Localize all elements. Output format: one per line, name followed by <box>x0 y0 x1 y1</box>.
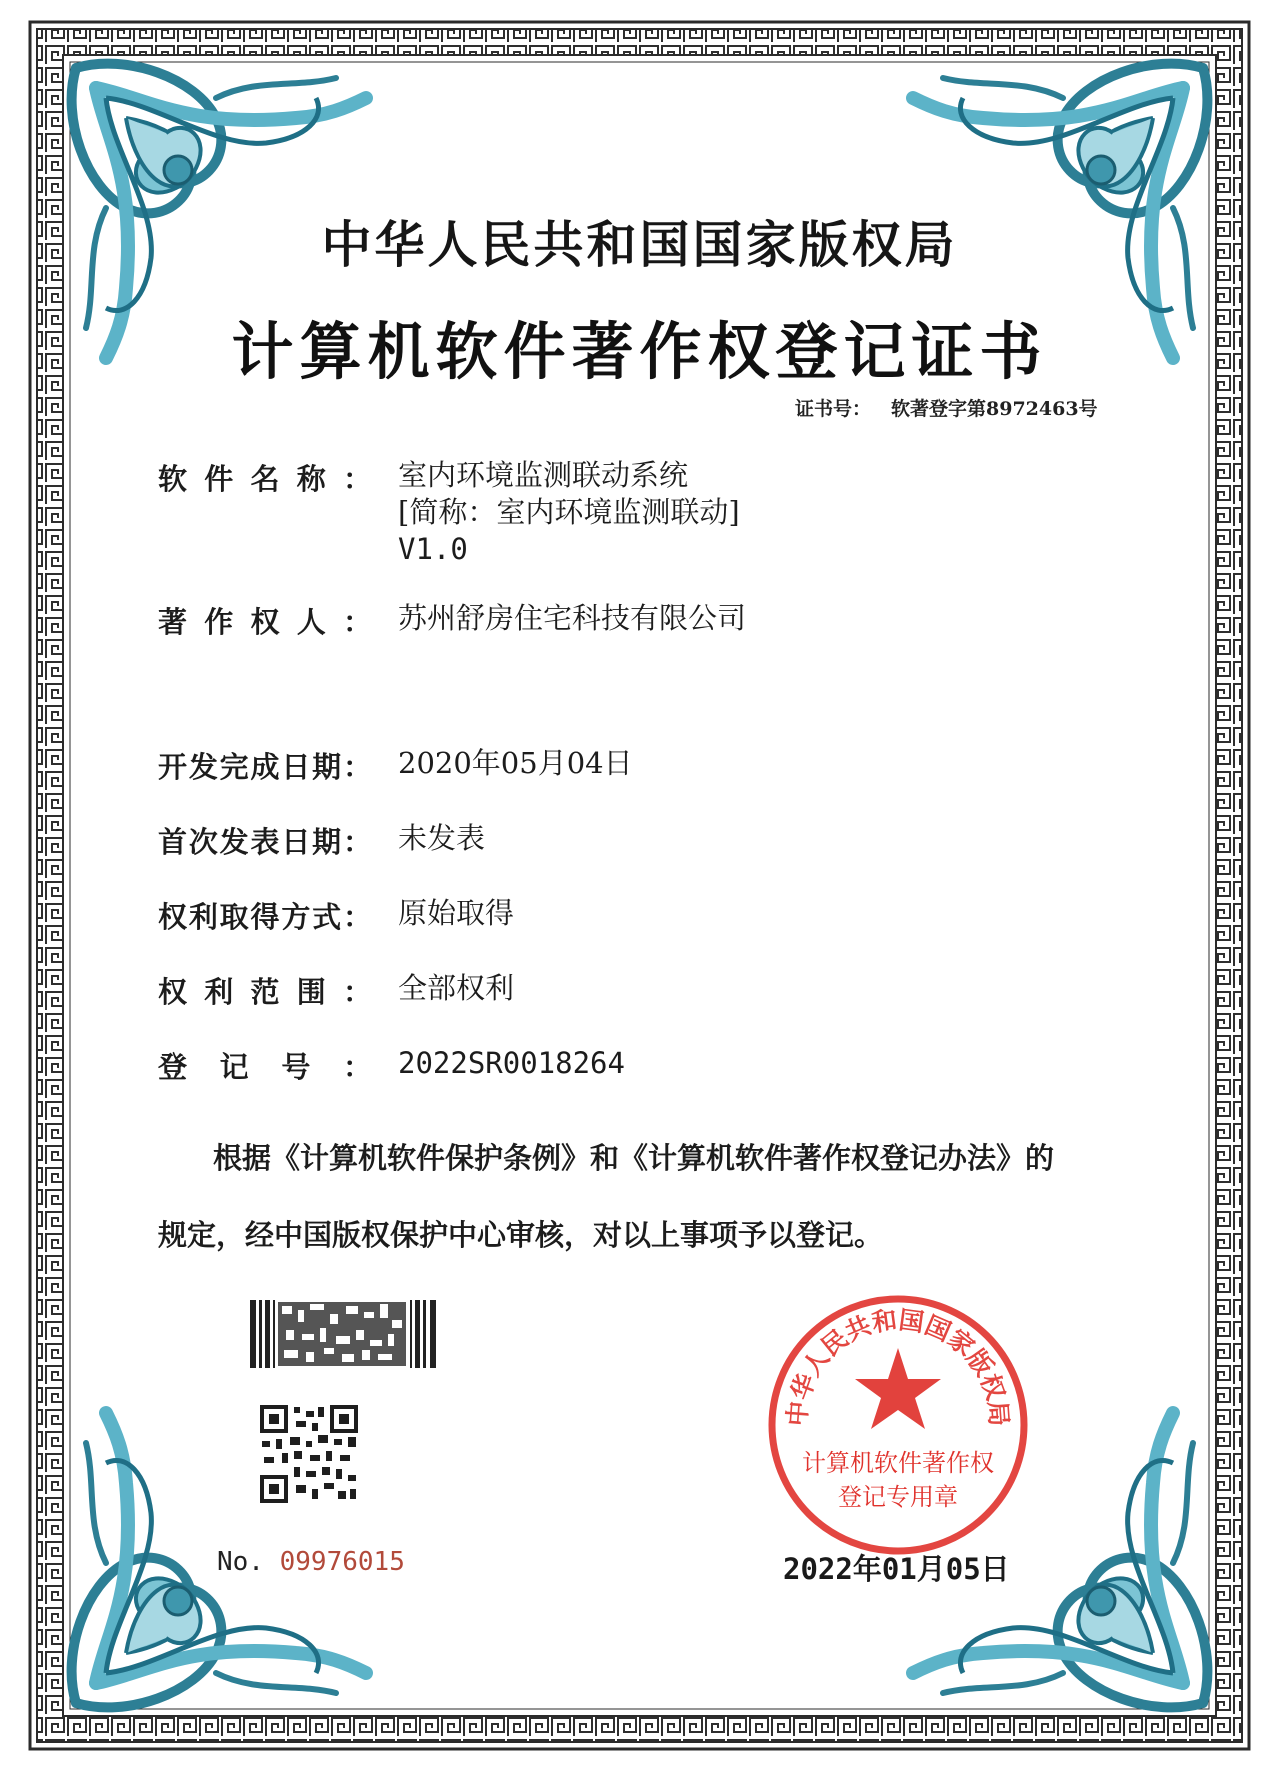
owner-value: 苏州舒房住宅科技有限公司 <box>398 601 747 635</box>
statement-line-2: 规定，经中国版权保护中心审核，对以上事项予以登记。 <box>158 1218 884 1252</box>
registration-number-label: 登记号： <box>158 1050 372 1084</box>
publish-date-value: 未发表 <box>398 821 486 855</box>
certificate-number <box>795 394 1098 421</box>
serial-number-value: 09976015 <box>279 1547 405 1577</box>
certificate-number-value: 软著登字第8972463号 <box>891 398 1098 420</box>
issuing-organization: 中华人民共和国国家版权局 <box>321 216 958 274</box>
publish-date-label: 首次发表日期： <box>158 825 372 859</box>
software-name-value <box>398 457 740 568</box>
acquire-method-value: 原始取得 <box>398 896 515 930</box>
certificate-title: 计算机软件著作权登记证书 <box>231 315 1048 388</box>
certificate-number-label: 证书号： <box>795 398 872 420</box>
software-name-label: 软件名称： <box>158 462 372 496</box>
statement-line-1: 根据《计算机软件保护条例》和《计算机软件著作权登记办法》的 <box>213 1141 1055 1175</box>
dev-date-value: 2020年05月04日 <box>398 746 633 780</box>
official-seal <box>763 1290 1033 1560</box>
registration-number-value: 2022SR0018264 <box>398 1046 625 1080</box>
svg-text:中华人民共和国国家版权局: 中华人民共和国国家版权局 <box>782 1305 1014 1428</box>
barcode-image <box>250 1300 440 1368</box>
serial-number-label: No. <box>217 1547 264 1577</box>
software-version: V1.0 <box>398 532 468 566</box>
seal-line-1: 计算机软件著作权 <box>802 1449 994 1477</box>
rights-scope-label: 权利范围： <box>158 975 372 1009</box>
software-name-line2: [简称：室内环境监测联动] <box>398 495 740 529</box>
dev-date-label: 开发完成日期： <box>158 750 372 784</box>
software-name-line1: 室内环境监测联动系统 <box>398 458 689 492</box>
owner-label: 著作权人： <box>158 605 372 639</box>
serial-number <box>217 1547 405 1577</box>
acquire-method-label: 权利取得方式： <box>158 900 372 934</box>
issue-date: 2022年01月05日 <box>783 1552 1010 1586</box>
seal-line-2: 登记专用章 <box>838 1483 958 1511</box>
rights-scope-value: 全部权利 <box>398 971 515 1005</box>
qr-code-image <box>260 1405 358 1503</box>
